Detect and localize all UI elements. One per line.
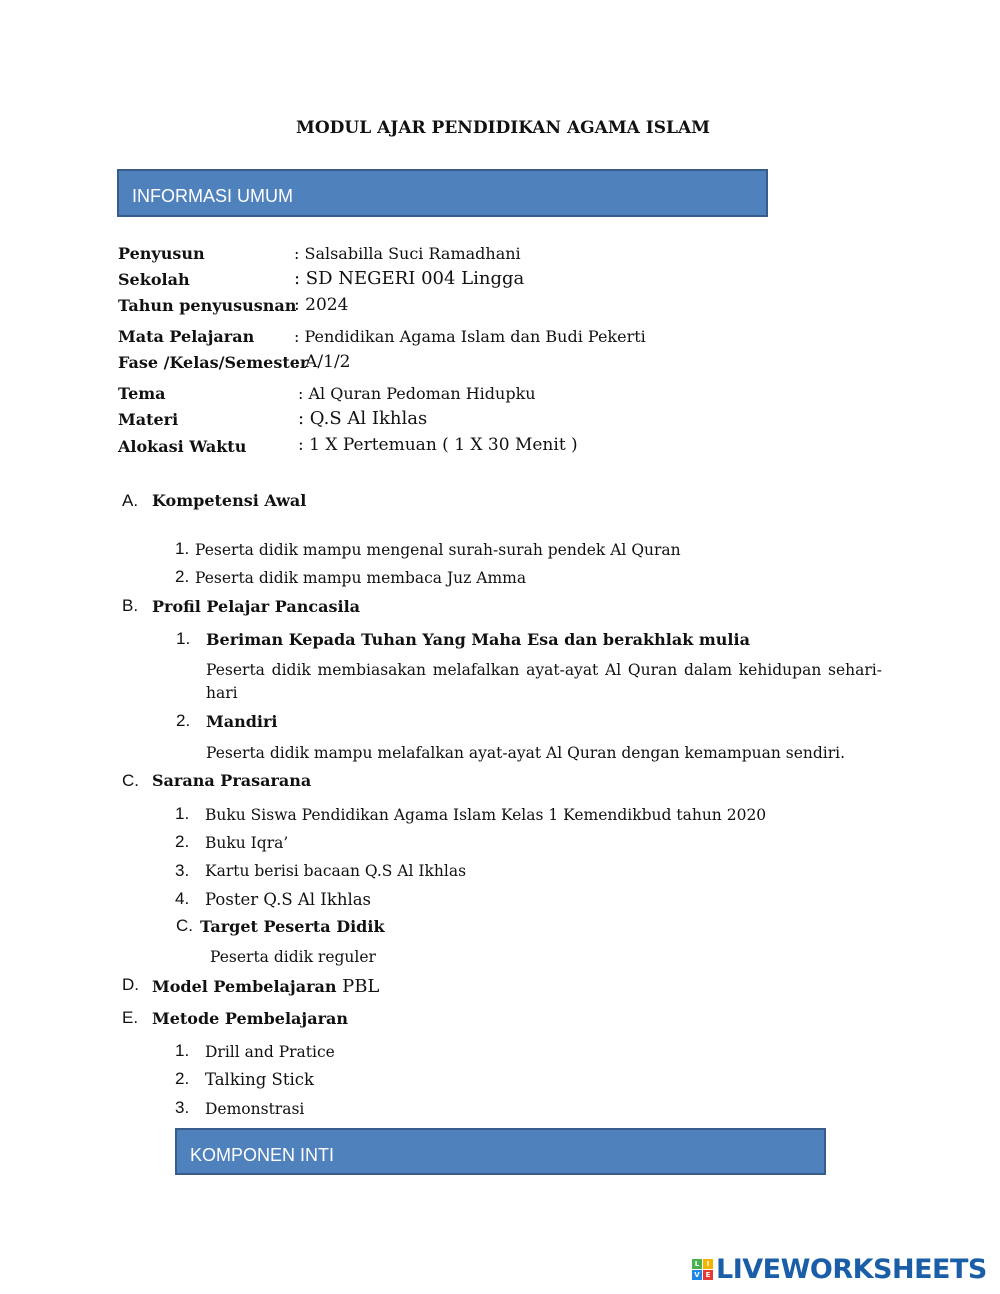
list-item-number: 1. [176, 629, 191, 648]
page-title: MODUL AJAR PENDIDIKAN AGAMA ISLAM [296, 118, 710, 138]
komponen-inti-banner [175, 1128, 826, 1175]
section-e-title: Metode Pembelajaran [152, 1009, 348, 1028]
list-item-number: 1. [175, 1041, 190, 1060]
alokasi-value: : 1 X Pertemuan ( 1 X 30 Menit ) [298, 435, 578, 455]
info-umum-banner-label: INFORMASI UMUM [132, 186, 293, 206]
list-item: Peserta didik mampu membaca Juz Amma [195, 569, 527, 587]
sekolah-label: Sekolah [118, 270, 190, 289]
logo-icon-cell: I [703, 1259, 713, 1269]
list-item-number: 4. [175, 889, 190, 908]
tahun-value: : 2024 [294, 295, 349, 315]
list-item: Poster Q.S Al Ikhlas [205, 890, 372, 909]
list-item-number: 2. [175, 832, 190, 851]
liveworksheets-logo-icon [692, 1259, 713, 1280]
penyusun-label: Penyusun [118, 244, 205, 263]
list-item: Buku Iqra’ [205, 834, 289, 852]
profil-item-desc: Peserta didik mampu melafalkan ayat-ayat Al Quran dengan kemampuan sendiri. [206, 744, 846, 762]
mapel-label: Mata Pelajaran [118, 327, 255, 346]
profil-item-desc: Peserta didik membiasakan melafalkan ayat-ayat Al Quran dalam kehidupan sehari- [206, 661, 882, 679]
list-item-number: 2. [176, 711, 191, 730]
list-item: Drill and Pratice [205, 1043, 335, 1061]
list-item: Buku Siswa Pendidikan Agama Islam Kelas 1 Kemendikbud tahun 2020 [205, 806, 767, 824]
logo-icon-cell: V [692, 1270, 702, 1280]
section-b-title: Profil Pelajar Pancasila [152, 597, 361, 616]
section-c-title: Sarana Prasarana [152, 771, 312, 790]
list-item-number: 2. [175, 1069, 190, 1088]
alokasi-label: Alokasi Waktu [118, 437, 247, 456]
section-d-title-text: Model Pembelajaran [152, 977, 337, 996]
section-b-letter: B. [122, 596, 139, 615]
fase-value: : A/1/2 [294, 352, 351, 372]
subsection-title: Target Peserta Didik [200, 917, 385, 936]
list-item-number: 1. [175, 804, 190, 823]
target-text: Peserta didik reguler [210, 948, 376, 966]
list-item-number: 3. [175, 861, 190, 880]
materi-value: : Q.S Al Ikhlas [298, 408, 428, 429]
tema-label: Tema [118, 384, 166, 403]
list-item: Peserta didik mampu mengenal surah-surah pendek Al Quran [195, 541, 681, 559]
mapel-value: : Pendidikan Agama Islam dan Budi Pekerti [294, 327, 646, 346]
subsection-letter: C. [176, 916, 193, 935]
section-d-value: PBL [342, 976, 380, 997]
section-e-letter: E. [122, 1008, 139, 1027]
logo-icon-cell: E [703, 1270, 713, 1280]
liveworksheets-logo-text: LIVEWORKSHEETS [716, 1253, 987, 1285]
list-item-number: 2. [175, 567, 190, 586]
list-item-number: 1. [175, 539, 190, 558]
komponen-inti-banner-label: KOMPONEN INTI [190, 1145, 335, 1165]
info-umum-banner [117, 169, 768, 217]
penyusun-value: : Salsabilla Suci Ramadhani [294, 244, 521, 263]
materi-label: Materi [118, 410, 179, 429]
section-c-letter: C. [122, 771, 139, 790]
logo-icon-cell: L [692, 1259, 702, 1269]
list-item-number: 3. [175, 1098, 190, 1117]
sekolah-value: : SD NEGERI 004 Lingga [294, 268, 525, 289]
section-d-title [152, 976, 379, 997]
list-item: Talking Stick [205, 1070, 314, 1089]
list-item: Demonstrasi [205, 1100, 305, 1118]
tema-value: : Al Quran Pedoman Hidupku [298, 384, 536, 403]
section-d-letter: D. [122, 975, 139, 994]
profil-item-desc-cont: hari [206, 684, 238, 702]
profil-item-title: Beriman Kepada Tuhan Yang Maha Esa dan berakhlak mulia [206, 630, 750, 649]
list-item: Kartu berisi bacaan Q.S Al Ikhlas [205, 862, 467, 880]
tahun-label: Tahun penyususnan [118, 296, 297, 315]
profil-item-title: Mandiri [206, 712, 278, 731]
liveworksheets-logo [692, 1252, 987, 1286]
section-a-letter: A. [122, 491, 139, 510]
section-a-title: Kompetensi Awal [152, 491, 307, 510]
fase-label: Fase /Kelas/Semester [118, 353, 309, 372]
